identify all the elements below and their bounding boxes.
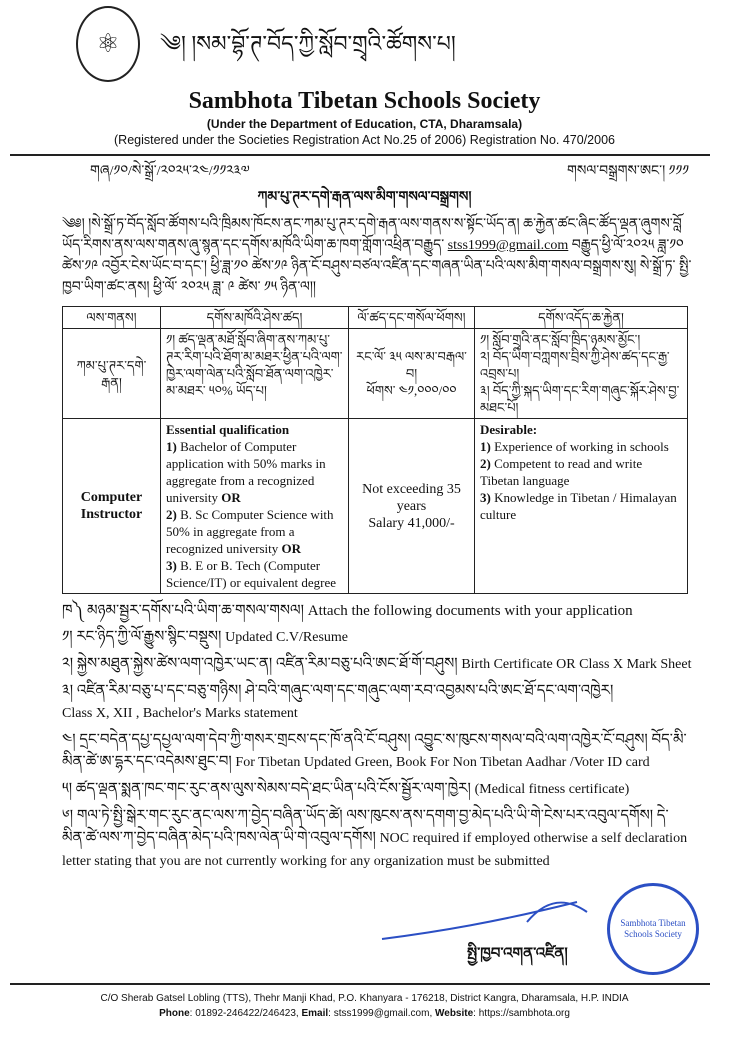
documents-section: [62, 600, 692, 873]
reference-number: གཞ/༡༠/སེ་སྒྲོ་/༢༠༢༥་༢༤/༡༡༢༣༧: [90, 164, 250, 179]
footer-divider: [10, 983, 710, 985]
desirable-cell: [475, 419, 688, 594]
item-english: Birth Certificate OR Class X Mark Sheet: [461, 657, 692, 672]
desirable-item: ༢། བོད་ཡིག་བཀླགས་བྲིས་ཀྱི་ཤེས་ཚད་དང་རྒྱ་འབྲས་པ།: [480, 349, 670, 381]
signature-block: [0, 883, 699, 975]
item-tibetan: ༣། འཛིན་རིམ་བཅུ་པ་དང་བཅུ་གཉིས། ཤེ་བའི་གཞུང་ལག་དང་གཞུང་ལག་རབ་འབྱམས་པའི་ཨང་ཐོ་དང་ལག་འཁྱེར།: [62, 683, 614, 699]
organization-name: Sambhota Tibetan Schools Society: [188, 88, 541, 114]
or-label: OR: [281, 541, 302, 556]
age-limit: Not exceeding 35 years: [362, 481, 461, 514]
email-link[interactable]: stss1999@gmail.com: [447, 238, 569, 253]
item-tibetan: ༢། སྐྱེས་མཐུན་སྐྱེས་ཚེས་ལག་འཁྱེར་ཡང་ན། འཛིན་རིམ་བཅུ་པའི་ཨང་ཐོ་གོ་བཤུས།: [62, 656, 458, 672]
society-logo-icon: ⚛: [76, 6, 140, 82]
website-label: Website: [435, 1008, 474, 1019]
desirable-item: [480, 455, 682, 489]
letterhead: [0, 6, 729, 82]
item-tibetan: ༤། དྲང་བདེན་དཔྱ་དཔྱལ་ལག་དེབ་ཀྱི་གསར་གྲངས་དང་ཁོ་ནའི་ངོ་བཤུས། འབྱུང་ས་ཁུངས་གསལ་བའི་ལག་འཁྱེར་ངོ་བཤུས། བོད་མི་མིན་ཚེ་ཨ་དྷར་དང་འདེམས་ཐུང་བ།: [62, 732, 687, 770]
subtitle: (Under the Department of Education, CTA, Dharamsala): [206, 117, 523, 131]
qualification-cell: [161, 419, 349, 594]
intro-text: བརྒྱུད་ཕྱི་ལོ་༢༠༢༥ ཟླ་༡༠: [571, 238, 684, 253]
qualification-heading: Essential qualification: [166, 422, 290, 437]
age-limit: རང་ལོ་ ༣༥ ལས་མ་བརྒལ་བ།: [356, 349, 467, 381]
qualification-item: [166, 506, 343, 557]
vacancy-table: [62, 306, 688, 594]
item-english: Updated C.V/Resume: [225, 630, 348, 645]
item-tibetan: ༡། རང་ཉིད་ཀྱི་ལོ་རྒྱུས་སྙིང་བསྡུས།: [62, 629, 222, 645]
item-english: (Medical fitness certificate): [474, 782, 630, 797]
document-item: [62, 653, 692, 676]
signature-icon: [377, 894, 597, 944]
tibetan-title: ༄། །སམ་བྷོ་ཊ་བོད་ཀྱི་སློབ་གྲྭའི་ཚོགས་པ།: [160, 31, 456, 56]
document-item: [62, 626, 692, 649]
salary: ཕོགས་ ༤༡,༠༠༠/༠༠: [366, 383, 457, 398]
email-label: Email: [301, 1008, 329, 1019]
registration-line: (Registered under the Societies Registration Act No.25 of 2006) Registration No. 470/2006: [114, 133, 615, 147]
table-header-row: [63, 307, 688, 329]
signature-area: [377, 894, 597, 964]
item-number: 3): [166, 558, 177, 573]
qualification-item: [166, 557, 343, 591]
document-item: [62, 805, 692, 873]
notice-number: གསལ་བསྒྲགས་ཨང་། ༡༡༡: [567, 164, 689, 179]
item-text: Experience of working in schools: [494, 439, 669, 454]
age-salary-cell: [349, 329, 475, 419]
document-item: [62, 729, 692, 774]
email-value[interactable]: : stss1999@gmail.com,: [328, 1008, 435, 1019]
item-number: 2): [480, 456, 491, 471]
qualification-item: [166, 438, 343, 506]
intro-paragraph: [62, 214, 692, 298]
desirable-item: [480, 438, 682, 455]
item-text: Knowledge in Tibetan / Himalayan culture: [480, 490, 677, 522]
header-post: ལས་གནས།: [63, 307, 161, 329]
stamp-text: Sambhota Tibetan Schools Society: [620, 918, 686, 939]
header-qualification: དགོས་མཁོའི་ཤེས་ཚད།: [161, 307, 349, 329]
item-number: 1): [166, 439, 177, 454]
item-text: Competent to read and write Tibetan language: [480, 456, 643, 488]
reference-row: [0, 162, 729, 182]
item-english: Class X, XII , Bachelor's Marks statement: [62, 706, 298, 721]
document-item: [62, 778, 692, 801]
header-age-salary: ལོ་ཚད་དང་གསོལ་ཕོགས།: [349, 307, 475, 329]
or-label: OR: [221, 490, 241, 505]
post-cell: Computer Instructor: [63, 419, 161, 594]
phone-label: Phone: [159, 1008, 190, 1019]
item-text: B. Sc Computer Science with 50% in aggregate from a recognized university: [166, 507, 334, 556]
intro-text: སྤྱི་ཁྱབ་ཡིག་ཚང་ནས། ཕྱི་ལོ་ ༢༠༢༥ ཟླ་ ༩ ཚེས་ ༡༥ ཉིན་ལ།།: [62, 259, 692, 295]
intro-text: ཡོད་རིགས་ནས་ལས་གནས་ཞུ་སྙན་དང་དགོས་མཁོའི་ཡིག་ཆ་ཁག་གློག་འཕྲིན་བརྒྱུད་: [62, 238, 445, 253]
heading-english: Attach the following documents with your application: [307, 603, 633, 619]
desirable-item: ༡། སློབ་གྲྭའི་ནང་སློབ་ཁྲིད་ཉམས་མྱོང་།: [480, 332, 641, 347]
item-tibetan: ༥། ཚད་ལྡན་སྨན་ཁང་གང་རུང་ནས་ལུས་སེམས་བདེ་ཐང་ཡིན་པའི་ངོས་སྦྱོར་ལག་ཁྱེར།: [62, 781, 471, 797]
item-number: 2): [166, 507, 177, 522]
intro-text: ཚེས་༡༩ འབྱོར་ངེས་ཡོང་བ་དང་། ཕྱི་ཟླ་༡༠ ཚེས་༡༩ ཉིན་ངོ་བཤུས་བཙལ་འཛིན་དང་གཞན་ཡིན་པའི་ལས་མིག་གསལ་བསྒྲགས་སུ། སེ་སྒྲོ་ཏ་: [62, 259, 676, 274]
notice-title: ཀམ་པུ་ཊར་དགེ་རྒན་ལས་མིག་གསལ་བསྒྲགས།: [257, 190, 472, 205]
desirable-item: [480, 489, 682, 523]
item-english: NOC required if employed otherwise a self declaration letter stating that you are not currently working for any organization must be submitted: [62, 831, 688, 869]
desirable-cell: [475, 329, 688, 419]
footer-contact: [0, 1006, 729, 1021]
footer-address: C/O Sherab Gatsel Lobling (TTS), Thehr Manji Khad, P.O. Khanyara - 176218, District Kangra, Dharamsala, H.P. INDIA: [100, 993, 629, 1004]
desirable-item: ༣། བོད་ཀྱི་སྐད་ཡིག་དང་རིག་གཞུང་སྐོར་ཤེས་བྱ་མཐང་པོ།: [480, 383, 680, 415]
signatory-title: སྤྱི་ཁྱབ་འགན་འཛིན།: [467, 946, 568, 962]
item-number: 1): [480, 439, 491, 454]
desirable-heading: Desirable:: [480, 422, 538, 437]
item-text: Bachelor of Computer application with 50% marks in aggregate from a recognized university: [166, 439, 326, 505]
item-number: 3): [480, 490, 491, 505]
table-row: [63, 419, 688, 594]
documents-heading: [62, 600, 692, 622]
header-divider: [10, 154, 710, 156]
website-link[interactable]: : https://sambhota.org: [473, 1008, 570, 1019]
intro-text: ༄༅། །སེ་སྒྲོ་ཏ་བོད་སློབ་ཚོགས་པའི་ཁྲིམས་ཁོངས་ནང་ཀམ་པུ་ཊར་དགེ་རྒན་ལས་གནས་ས་སྟོང་ཡོད་ན། ཆ་རྐྱེན་ཚང་ཞིང་ཚོད་ལྡན་ཞུགས་བློ: [62, 217, 682, 232]
item-english: For Tibetan Updated Green, Book For Non Tibetan Aadhar /Voter ID card: [235, 755, 650, 770]
item-tibetan: ༦། གལ་ཏེ་སྤྱི་སྒེར་གང་རུང་ནང་ལས་ཀ་བྱེད་བཞིན་ཡོད་ཚེ། ལས་ཁུངས་ནས་དགག་བྱ་མེད་པའི་ཡི་གེ་ངེས་པར་འབུལ་དགོས། དེ་མིན་ཚེ་ལས་ཀ་བྱེད་བཞིན་མེད་པའི་ཁས་ལེན་ཡི་གེ་འབུལ་དགོས།: [62, 808, 669, 846]
qualification-cell: ༡། ཚད་ལྡན་མཐོ་སློབ་ཞིག་ནས་ཀམ་པུ་ཊར་རིག་པའི་ཐོག་མ་མཐར་ཕྱིན་པའི་ལག་ཁྱེར་ལག་ལེན་པའི་སློབ་ཐོན་ལག་འཁྱེར་མ་མཐར་ ༥༠% ཡོད་པ།: [161, 329, 349, 419]
age-salary-cell: [349, 419, 475, 594]
phone-value: : 01892-246422/246423,: [189, 1008, 302, 1019]
heading-tibetan: ཁ༽ མཉམ་སྦྱར་དགོས་པའི་ཡིག་ཆ་གསལ་གསལ།: [62, 603, 304, 619]
society-stamp: [607, 883, 699, 975]
document-item: [62, 680, 692, 725]
post-cell: ཀམ་པུ་ཊར་དགེ་རྒན།: [63, 329, 161, 419]
header-desirable: དགོས་འདོད་ཆ་རྐྱེན།: [475, 307, 688, 329]
table-row: [63, 329, 688, 419]
salary: Salary 41,000/-: [368, 515, 455, 531]
item-text: B. E or B. Tech (Computer Science/IT) or equivalent degree: [166, 558, 336, 590]
